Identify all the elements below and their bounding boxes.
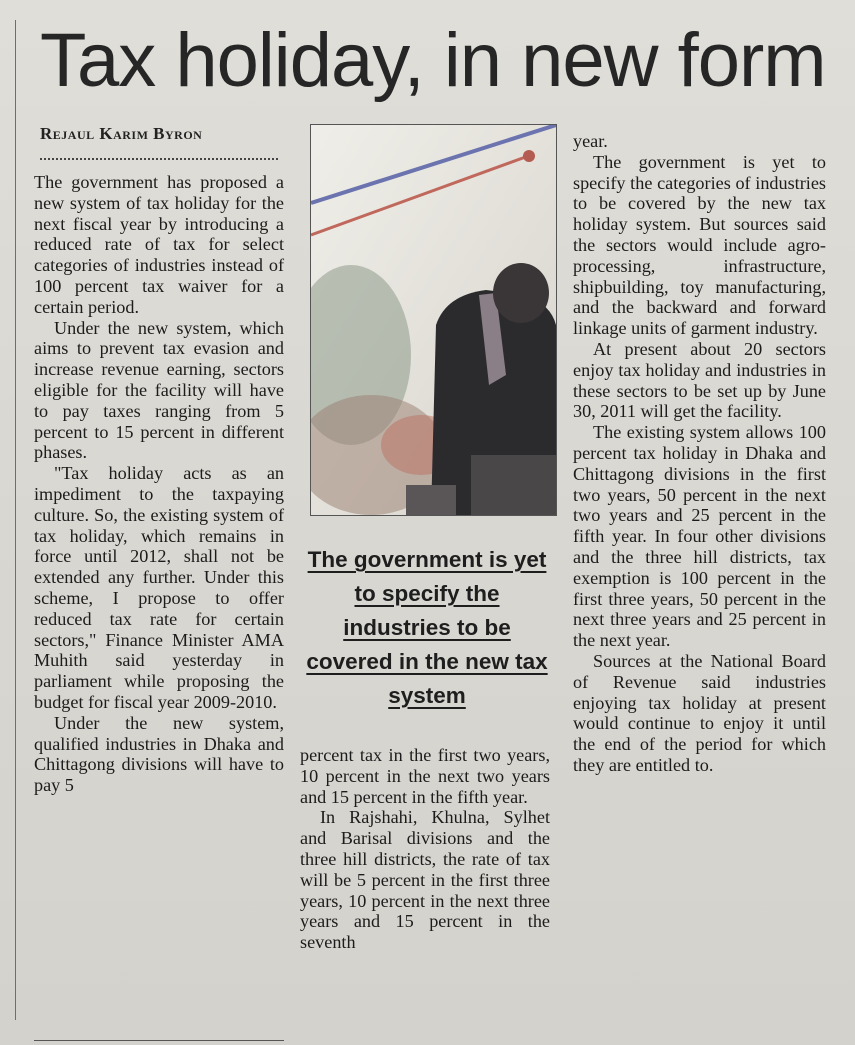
article-column-2 [300, 745, 550, 953]
paragraph: percent tax in the first two years, 10 percent in the next two years and 15 percent in the fifth year. [300, 745, 550, 807]
paragraph: The government has proposed a new system of tax holiday for the next fiscal year by introducing a reduced rate of tax for select categories of industries instead of 100 percent tax waiver for a certain period. [34, 172, 284, 317]
paragraph: At present about 20 sectors enjoy tax holiday and industries in these sectors to be set up by June 30, 2011 will get the facility. [573, 338, 826, 422]
paragraph: Sources at the National Board of Revenue said industries enjoying tax holiday at present would continue to enjoy it until the end of the period for which they are entitled to. [573, 650, 826, 775]
paragraph: "Tax holiday acts as an impediment to the taxpaying culture. So, the existing system of tax holiday, which remains in force until 2012, shall not be extended any further. Under this scheme, I propose to offer reduced tax rate for certain sectors," Finance Minister AMA Muhith said yesterday in parliament while proposing the budget for fiscal year 2009-2010. [34, 463, 284, 712]
paragraph: year. [573, 131, 608, 151]
article-column-3 [573, 131, 826, 776]
paragraph: The existing system allows 100 percent tax holiday in Dhaka and Chittagong divisions in the first two years, 50 percent in the next two years and 25 percent in the fifth year. In four other divisions and the three hill districts, tax exemption is 100 percent in the first three years, 50 percent in the next three years and 25 percent in the next year. [573, 422, 826, 651]
bottom-rule [34, 1040, 284, 1041]
paragraph: The government is yet to specify the categories of industries to be covered by the new tax holiday system. But sources said the sectors would include agro-processing, infrastructure, shipbuilding, toy manufacturing, and the backward and forward linkage units of garment industry. [573, 151, 826, 339]
article-column-1 [34, 172, 284, 796]
paragraph: Under the new system, which aims to prevent tax evasion and increase revenue earning, sectors eligible for the facility will have to pay taxes ranging from 5 percent to 15 percent in different phases. [34, 317, 284, 463]
pull-quote [302, 543, 552, 713]
column-rule [15, 20, 16, 1020]
paragraph: In Rajshahi, Khulna, Sylhet and Barisal divisions and the three hill districts, the rate of tax will be 5 percent in the first three years, 10 percent in the next three years and 15 percent in the seventh [300, 807, 550, 953]
news-photo [310, 124, 557, 516]
headline: Tax holiday, in new form [40, 18, 826, 103]
paragraph: Under the new system, qualified industries in Dhaka and Chittagong divisions will have to pay 5 [34, 712, 284, 796]
pull-quote-text: The government is yet to specify the industries to be covered in the new tax system [306, 547, 548, 708]
byline-divider [40, 158, 278, 160]
photo-of-speaker-at-podium-icon [311, 125, 556, 515]
byline: Rejaul Karim Byron [40, 124, 203, 143]
